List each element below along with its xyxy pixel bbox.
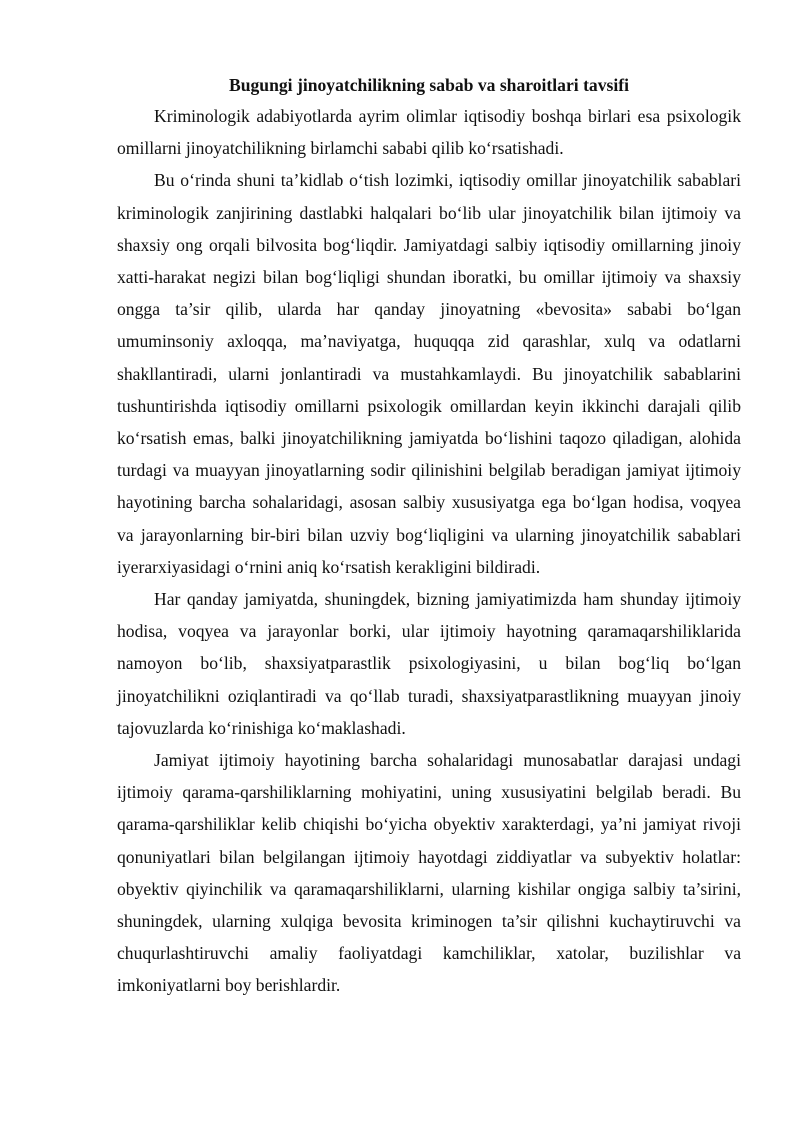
paragraph: Jamiyat ijtimoiy hayotining barcha sohalaridagi munosabatlar darajasi undagi ijtimoiy qarama-qarshiliklarning mohiyatini, uning xususiyatini belgilab beradi. Bu qarama-qarshiliklar kelib chiqishi bo‘yicha obyektiv xarakterdagi, ya’ni jamiyat rivoji qonuniyatlari bilan belgilangan ijtimoiy hayotdagi ziddiyatlar va subyektiv holatlar: obyektiv qiyinchilik va qaramaqarshiliklarni, ularning kishilar ongiga salbiy ta’sirini, shuningdek, ularning xulqiga bevosita kriminogen ta’sir qilishni kuchaytiruvchi va chuqurlashtiruvchi amaliy faoliyatdagi kamchiliklar, xatolar, buzilishlar va imkoniyatlarni boy berishlardir. — [117, 750, 741, 996]
document-body — [117, 74, 741, 1002]
paragraph: Bu o‘rinda shuni ta’kidlab o‘tish lozimki, iqtisodiy omillar jinoyatchilik sabablari kriminologik zanjirining dastlabki halqalari bo‘lib ular jinoyatchilik bilan ijtimoiy va shaxsiy ong orqali bilvosita bog‘liqdir. Jamiyatdagi salbiy iqtisodiy omillarning jinoiy xatti-harakat negizi bilan bog‘liqligi shundan iboratki, bu omillar ijtimoiy va shaxsiy ongga ta’sir qilib, ularda har qanday jinoyatning «bevosita» sababi bo‘lgan umuminsoniy axloqqa, ma’naviyatga, huquqqa zid qarashlar, xulq va odatlarni shakllantiradi, ularni jonlantiradi va mustahkamlaydi. Bu jinoyatchilik sabablarini tushuntirishda iqtisodiy omillarni psixologik omillardan keyin ikkinchi darajali qilib ko‘rsatish emas, balki jinoyatchilikning jamiyatda bo‘lishini taqozo qiladigan, alohida turdagi va muayyan jinoyatlarning sodir qilinishini belgilab beradigan jamiyat ijtimoiy hayotining barcha sohalaridagi, asosan salbiy xususiyatga ega bo‘lgan hodisa, voqyea va jarayonlarning bir-biri bilan uzviy bog‘liqligini va ularning jinoyatchilik sabablari iyerarxiyasidagi o‘rnini aniq ko‘rsatish kerakligini bildiradi. — [117, 170, 741, 577]
paragraph: Kriminologik adabiyotlarda ayrim olimlar iqtisodiy boshqa birlari esa psixologik omillarni jinoyatchilikning birlamchi sababi qilib ko‘rsatishadi. — [117, 106, 741, 159]
paragraph: Har qanday jamiyatda, shuningdek, bizning jamiyatimizda ham shunday ijtimoiy hodisa, voqyea va jarayonlar borki, ular ijtimoiy hayotning qaramaqarshiliklarida namoyon bo‘lib, shaxsiyatparastlik psixologiyasini, u bilan bog‘liq bo‘lgan jinoyatchilikni oziqlantiradi va qo‘llab turadi, shaxsiyatparastlikning muayyan jinoiy tajovuzlarda ko‘rinishiga ko‘maklashadi. — [117, 589, 741, 738]
document-title: Bugungi jinoyatchilikning sabab va sharoitlari tavsifi — [228, 75, 630, 95]
